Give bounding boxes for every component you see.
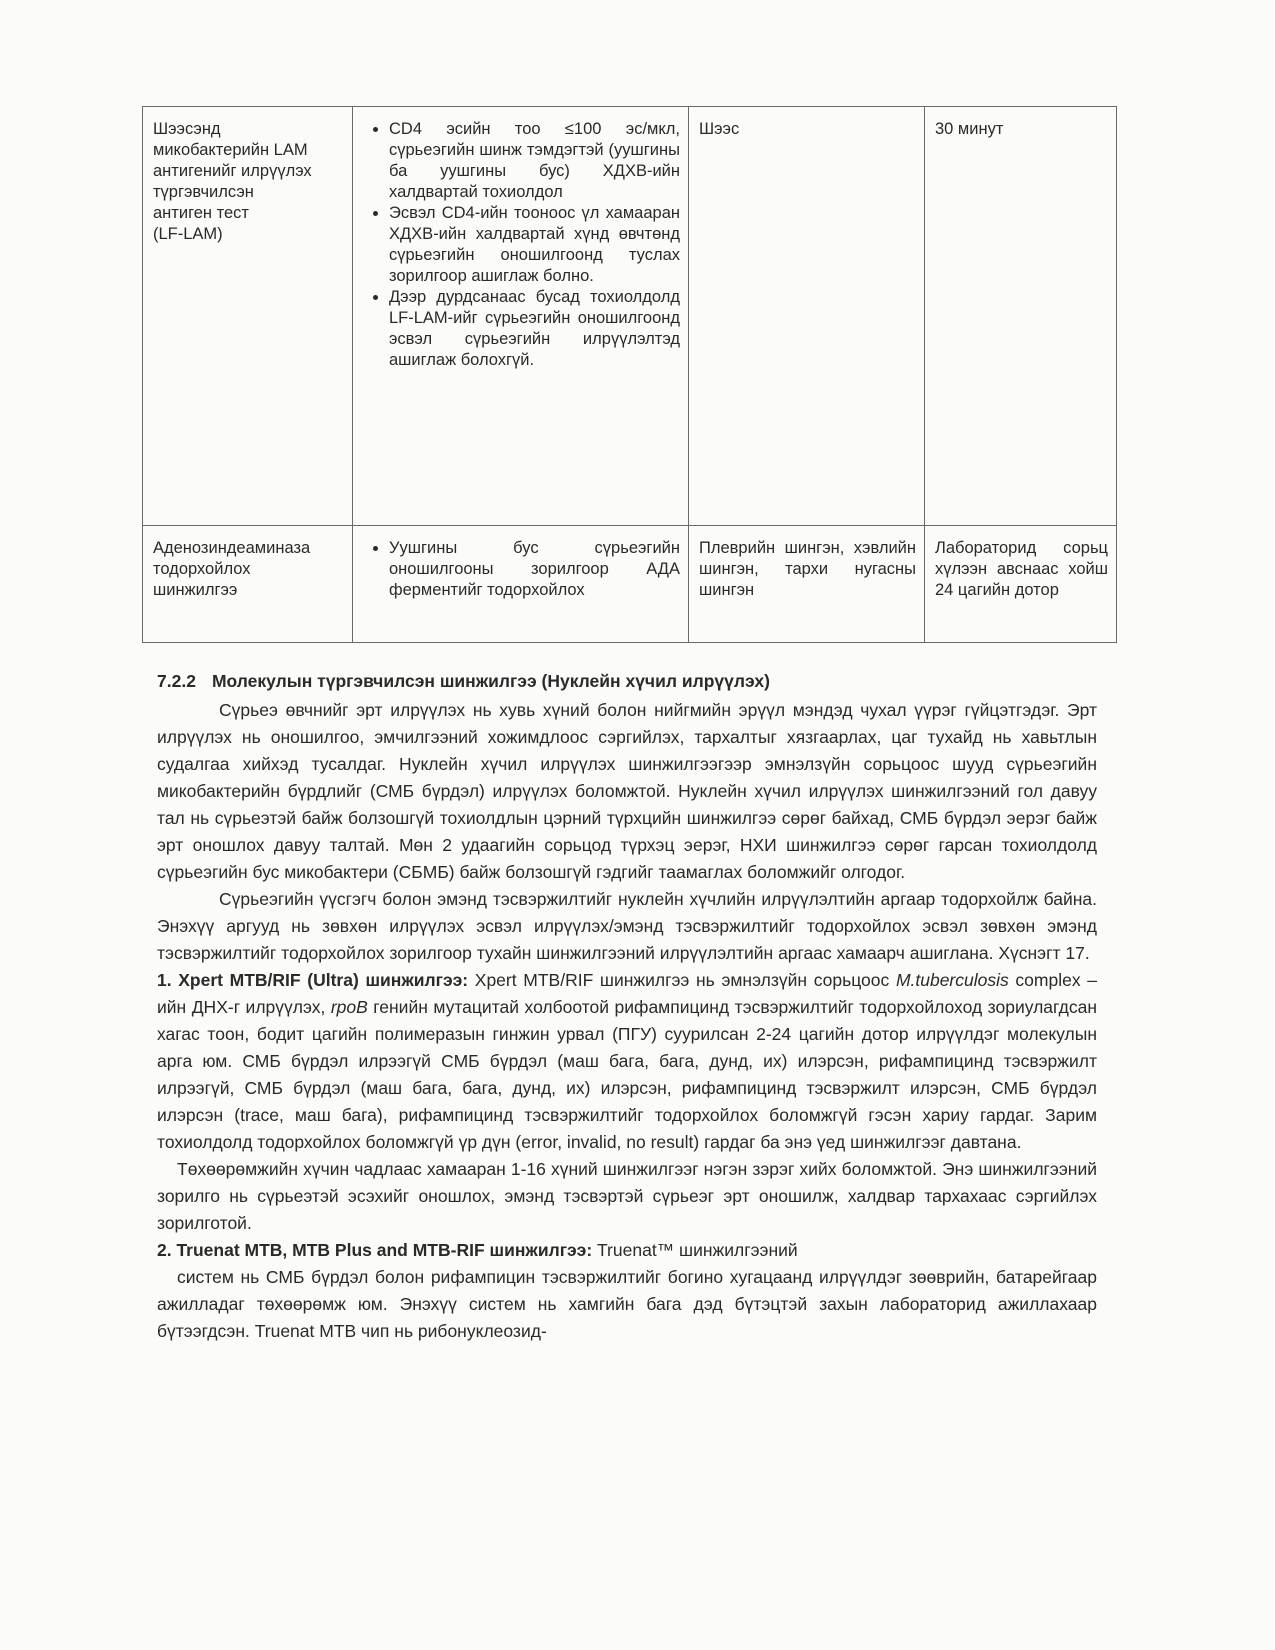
paragraph: систем нь СМБ бүрдэл болон рифампицин тэсвэржилтийг богино хугацаанд илрүүлдэг зөөврийн, батарейгаар ажилладаг төхөөрөмж юм. Энэхүү систем нь хамгийн бага дэд бүтэцтэй захын лабораторид ажиллахаар бүтээгдсэн. Truenat MTB чип нь рибонуклеозид-: [157, 1267, 1097, 1341]
list-item: • CD4 эсийн тоо ≤100 эс/мкл, сүрьеэгийн шинж тэмдэгтэй (уушгины ба уушгины бус) ХДХВ-ийн халдвартай тохиолдол: [389, 119, 680, 203]
section-title: Молекулын түргэвчилсэн шинжилгээ (Нуклейн хүчил илрүүлэх): [211, 671, 770, 691]
list-item: • Эсвэл CD4-ийн тооноос үл хамааран ХДХВ-ийн халдвартай хүнд өвчтөнд сүрьеэгийн оношилгоонд туслах зорилгоор ашиглаж болно.: [389, 203, 680, 287]
gene-name: rpoB: [330, 997, 368, 1017]
paragraph: Сүрьеэ өвчнийг эрт илрүүлэх нь хувь хүний болон нийгмийн эрүүл мэндэд чухал үүрэг гүйцэтгэдэг. Эрт илрүүлэх нь оношилгоо, эмчилгээний хожимдлоос сэргийлэх, тархалтыг хязгаарлах, цаг тухайд нь хавьтлын судалгаа хийхэд тусалдаг. Нуклейн хүчил илрүүлэх шинжилгээгээр эмнэлзүйн сорьцоос шууд сүрьеэгийн микобактерийн бүрдлийг (СМБ бүрдэл) илрүүлэх боломжтой. Нуклейн хүчил илрүүлэх шинжилгээний гол давуу тал нь сүрьеэтэй байж болзошгүй тохиолдлын цэрний түрхцийн шинжилгээ сөрөг байхад, СМБ бүрдэл эерэг байж эрт оношлох давуу талтай. Мөн 2 удаагийн сорьцод түрхэц эерэг, НХИ шинжилгээ сөрөг гарсан тохиолдолд сүрьеэгийн бус микобактери (СБМБ) байж болзошгүй гэдгийг таамаглах боломжийг олгодог.: [157, 700, 1097, 882]
section-heading: [157, 668, 1097, 695]
time-cell: 30 минут: [925, 107, 1117, 526]
indication-cell: [353, 526, 689, 643]
indication-list: [363, 119, 680, 371]
species-name: M.tuberculosis: [895, 970, 1009, 990]
sample-cell: Шээс: [689, 107, 925, 526]
indication-list: [363, 538, 680, 601]
list-item: • Дээр дурдсанаас бусад тохиолдолд LF-LAM-ийг сүрьеэгийн оношилгоонд эсвэл сүрьеэгийн илрүүлэлтэд ашиглаж болохгүй.: [389, 287, 680, 371]
test-name-cell: Аденозиндеаминаза тодорхойлох шинжилгээ: [143, 526, 353, 643]
indication-cell: [353, 107, 689, 526]
sample-cell: Плеврийн шингэн, хэвлийн шингэн, тархи нугасны шингэн: [689, 526, 925, 643]
xpert-label: 1. Xpert MTB/RIF (Ultra) шинжилгээ:: [157, 970, 469, 990]
truenat-label: 2. Truenat MTB, MTB Plus and MTB-RIF шинжилгээ:: [157, 1240, 593, 1260]
time-cell: Лабораторид сорьц хүлээн авснаас хойш 24 цагийн дотор: [925, 526, 1117, 643]
paragraph: Сүрьеэгийн үүсгэгч болон эмэнд тэсвэржилтийг нуклейн хүчлийн илрүүлэлтийн аргаар тодорхойлж байна. Энэхүү аргууд нь зөвхөн илрүүлэх эсвэл илрүүлэх/эмэнд тэсвэржилтийг тодорхойлох эсвэл зөвхөн эмэнд тэсвэржилтийг тодорхойлох зорилгоор тухайн шинжилгээний илрүүлэлтийн аргаас хамаарч ашиглана. Хүснэгт 17.: [157, 889, 1097, 963]
table-row: [143, 107, 1117, 526]
diagnostic-tests-table: [142, 106, 1117, 643]
paragraph: Төхөөрөмжийн хүчин чадлаас хамааран 1-16 хүний шинжилгээг нэгэн зэрэг хийх боломжтой. Энэ шинжилгээний зорилго нь сүрьеэтэй эсэхийг оношлох, эмэнд тэсвэртэй сүрьеэг эрт оношилж, халдвар тархахаас сэргийлэх зорилготой.: [157, 1159, 1097, 1233]
paragraph-truenat: 2. Truenat MTB, MTB Plus and MTB-RIF шинжилгээ: Truenat™ шинжилгээний: [157, 1240, 798, 1260]
section-number: 7.2.2: [157, 671, 196, 691]
section-body: [157, 668, 1097, 1345]
paragraph-xpert: 1. Xpert MTB/RIF (Ultra) шинжилгээ: Xpert MTB/RIF шинжилгээ нь эмнэлзүйн сорьцоос M.tuberculosis complex –ийн ДНХ-г илрүүлэх, rpoB генийн мутацитай холбоотой рифампицинд тэсвэржилтийг тодорхойлоход зориулагдсан хагас тоон, бодит цагийн полимеразын гинжин урвал (ПГУ) суурилсан 2-24 цагийн дотор илрүүлдэг молекулын арга юм. СМБ бүрдэл илрээгүй СМБ бүрдэл (маш бага, бага, дунд, их) илэрсэн, рифампицинд тэсвэржилт илрээгүй, СМБ бүрдэл (маш бага, бага, дунд, их) илэрсэн, рифампицинд тэсвэржилт илэрсэн, СМБ бүрдэл илэрсэн (trace, маш бага), рифампицинд тэсвэржилтийг тодорхойлох боломжгүй гэсэн хариу гардаг. Зарим тохиолдолд тодорхойлох боломжгүй үр дүн (error, invalid, no result) гардаг ба энэ үед шинжилгээг давтана.: [157, 970, 1097, 1152]
test-name-cell: Шээсэнд микобактерийн LAM антигенийг илрүүлэх түргэвчилсэн антиген тест (LF-LAM): [143, 107, 353, 526]
table-row: [143, 526, 1117, 643]
list-item: • Уушгины бус сүрьеэгийн оношилгооны зорилгоор АДА ферментийг тодорхойлох: [389, 538, 680, 601]
